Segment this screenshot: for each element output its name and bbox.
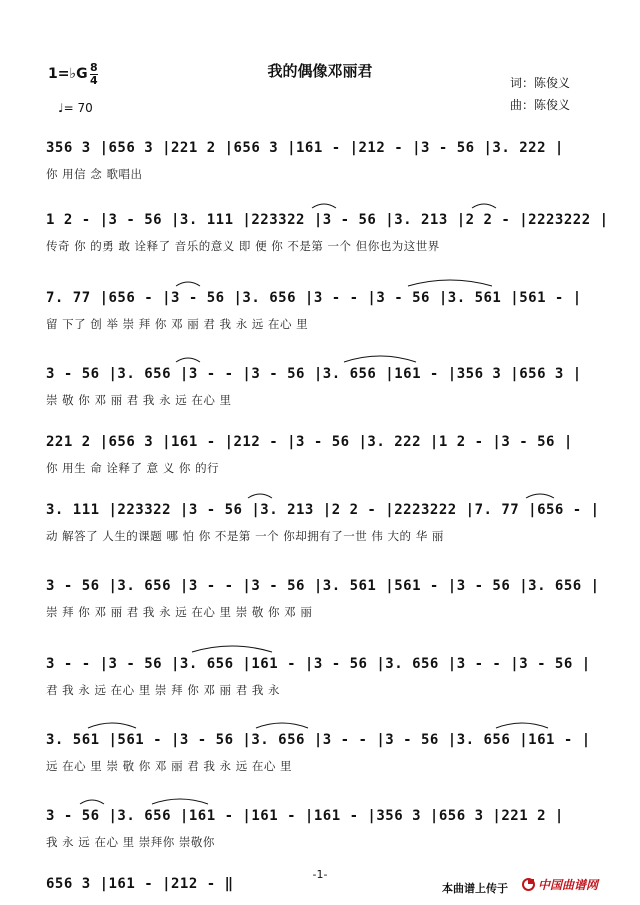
lyrics-line: 崇 敬 你 邓 丽 君 我 永 远 在心 里: [46, 393, 232, 407]
site-name: 中国曲谱网: [538, 878, 599, 892]
notes-line: 3 - 56 |3. 656 |161 - |161 - |161 - |356 3 |656 3 |221 2 |: [46, 808, 564, 824]
slur: [496, 723, 548, 728]
lyrics-line: 我 永 远 在心 里 崇拜你 崇敬你: [46, 835, 215, 849]
slur: [248, 494, 272, 498]
composer-credit: 曲：陈俊义: [510, 98, 571, 112]
meter-bottom: 4: [90, 74, 98, 87]
notes-line: 7. 77 |656 - |3 - 56 |3. 656 |3 - - |3 - 56 |3. 561 |561 - |: [46, 290, 582, 306]
slur: [312, 204, 336, 208]
notes-line: 656 3 |161 - |212 - ‖: [46, 876, 234, 892]
lyrics-line: 你 用生 命 诠释了 意 义 你 的行: [46, 461, 220, 475]
slur: [344, 356, 416, 362]
lyrics-line: 动 解答了 人生的课题 哪 怕 你 不是第 一个 你却拥有了一世 伟 大的 华 丽: [46, 529, 444, 543]
notes-line: 1 2 - |3 - 56 |3. 111 |223322 |3 - 56 |3. 213 |2 2 - |2223222 |: [46, 212, 609, 228]
lyrics-line: 传奇 你 的勇 敢 诠释了 音乐的意义 即 便 你 不是第 一个 但你也为这世界: [46, 239, 440, 253]
key-signature: 1=♭G: [48, 66, 88, 82]
slur: [176, 282, 200, 286]
song-title: 我的偶像邓丽君: [267, 62, 373, 80]
slur: [256, 723, 308, 728]
lyrics-line: 崇 拜 你 邓 丽 君 我 永 远 在心 里 崇 敬 你 邓 丽: [46, 605, 313, 619]
notes-line: 221 2 |656 3 |161 - |212 - |3 - 56 |3. 222 |1 2 - |3 - 56 |: [46, 434, 573, 450]
notes-line: 3. 111 |223322 |3 - 56 |3. 213 |2 2 - |2223222 |7. 77 |656 - |: [46, 502, 600, 518]
upload-notice: 本曲谱上传于: [442, 882, 508, 895]
lyrics-line: 远 在心 里 崇 敬 你 邓 丽 君 我 永 远 在心 里: [46, 759, 293, 773]
meter-top: 8: [90, 61, 98, 74]
lyricist-credit: 词：陈俊义: [510, 76, 571, 90]
notes-line: 3 - - |3 - 56 |3. 656 |161 - |3 - 56 |3. 656 |3 - - |3 - 56 |: [46, 656, 591, 672]
notes-line: 356 3 |656 3 |221 2 |656 3 |161 - |212 - |3 - 56 |3. 222 |: [46, 140, 564, 156]
logo-icon: [522, 878, 535, 891]
lyrics-line: 君 我 永 远 在心 里 崇 拜 你 邓 丽 君 我 永: [46, 683, 281, 697]
slur: [80, 800, 104, 804]
slur: [192, 646, 272, 652]
notes-line: 3 - 56 |3. 656 |3 - - |3 - 56 |3. 561 |561 - |3 - 56 |3. 656 |: [46, 578, 600, 594]
lyrics-line: 留 下了 创 举 崇 拜 你 邓 丽 君 我 永 远 在心 里: [46, 317, 309, 331]
lyrics-line: 你 用信 念 歌唱出: [46, 167, 143, 181]
slur: [152, 799, 208, 804]
tempo-marking: ♩= 70: [58, 101, 93, 115]
slur: [408, 280, 492, 286]
slur: [526, 494, 554, 498]
slur: [176, 358, 200, 362]
page-number: -1-: [312, 868, 328, 881]
notes-line: 3. 561 |561 - |3 - 56 |3. 656 |3 - - |3 - 56 |3. 656 |161 - |: [46, 732, 591, 748]
slur: [472, 204, 496, 208]
notes-line: 3 - 56 |3. 656 |3 - - |3 - 56 |3. 656 |161 - |356 3 |656 3 |: [46, 366, 582, 382]
slur: [88, 723, 136, 728]
